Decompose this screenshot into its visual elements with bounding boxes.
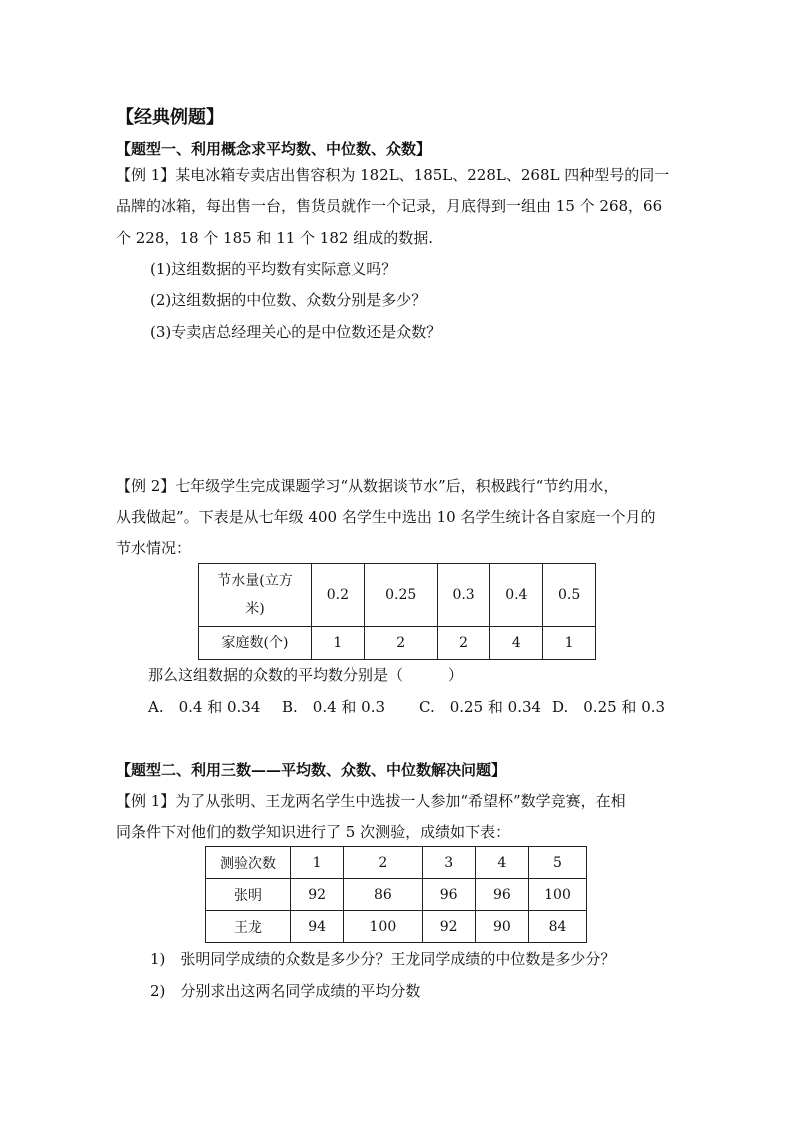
- table-cell: 2: [437, 627, 490, 660]
- table-row: [199, 627, 596, 660]
- table-cell: 0.25: [364, 564, 437, 627]
- table-cell: 0.5: [543, 564, 596, 627]
- type2-question-1: 1) 张明同学成绩的众数是多少分？王龙同学成绩的中位数是多少分？: [150, 950, 616, 968]
- ex1-question-1: (1)这组数据的平均数有实际意义吗？: [150, 260, 397, 278]
- type1-heading: 【题型一、利用概念求平均数、中位数、众数】: [116, 140, 432, 158]
- type2-ex1-text-line-1: 【例 1】为了从张明、王龙两名学生中选拔一人参加“希望杯”数学竞赛，在相: [116, 792, 626, 810]
- table-cell: 92: [422, 911, 475, 943]
- table-cell: 1: [312, 627, 365, 660]
- table-cell: 1: [543, 627, 596, 660]
- table-cell: 92: [291, 879, 344, 911]
- ex2-text-line-1: 【例 2】七年级学生完成课题学习“从数据谈节水”后，积极践行“节约用水，: [116, 477, 619, 495]
- table-cell: 86: [344, 879, 422, 911]
- table-row: [206, 879, 587, 911]
- table-cell: 100: [344, 911, 422, 943]
- ex2-options: [148, 697, 708, 717]
- header-text-part-2: 米): [245, 601, 265, 617]
- table-cell: 96: [422, 879, 475, 911]
- table-cell: 王龙: [206, 911, 291, 943]
- ex1-text-line-3: 个 228，18 个 185 和 11 个 182 组成的数据.: [116, 229, 433, 247]
- ex1-text-line-1: 【例 1】某电冰箱专卖店出售容积为 182L、185L、228L、268L 四种型号的同一: [116, 166, 670, 184]
- option-d: D. 0.25 和 0.3: [552, 698, 666, 716]
- ex2-question: 那么这组数据的众数的平均数分别是（ ）: [148, 666, 464, 684]
- table-header-cell: 家庭数(个): [199, 627, 312, 660]
- table-cell: 4: [490, 627, 543, 660]
- table-cell: 100: [529, 879, 587, 911]
- ex2-text-line-3: 节水情况：: [116, 539, 192, 557]
- table-header-cell: 1: [291, 847, 344, 879]
- header-text-part-1: 节水量(立方: [217, 573, 293, 589]
- ex1-text-line-2: 品牌的冰箱，每出售一台，售货员就作一个记录，月底得到一组由 15 个 268，66: [116, 197, 663, 215]
- table-header-cell: [199, 564, 312, 627]
- option-a: A. 0.4 和 0.34: [148, 698, 261, 716]
- table-row: [206, 911, 587, 943]
- test-scores-table: [205, 846, 587, 943]
- table-cell: 0.2: [312, 564, 365, 627]
- type2-question-2: 2) 分别求出这两名同学成绩的平均分数: [150, 982, 421, 1000]
- ex1-question-3: (3)专卖店总经理关心的是中位数还是众数？: [150, 323, 442, 341]
- table-row: [206, 847, 587, 879]
- table-cell: 84: [529, 911, 587, 943]
- table-header-cell: 测验次数: [206, 847, 291, 879]
- table-cell: 张明: [206, 879, 291, 911]
- type2-heading: 【题型二、利用三数——平均数、众数、中位数解决问题】: [116, 761, 507, 779]
- water-saving-table: [198, 563, 596, 660]
- table-cell: 94: [291, 911, 344, 943]
- table-cell: 96: [475, 879, 528, 911]
- type2-ex1-text-line-2: 同条件下对他们的数学知识进行了 5 次测验，成绩如下表：: [116, 823, 511, 841]
- option-b: B. 0.4 和 0.3: [282, 698, 386, 716]
- table-row: [199, 564, 596, 627]
- table-cell: 0.4: [490, 564, 543, 627]
- ex2-text-line-2: 从我做起”。下表是从七年级 400 名学生中选出 10 名学生统计各自家庭一个月的: [116, 508, 656, 526]
- option-c: C. 0.25 和 0.34: [419, 698, 542, 716]
- table-cell: 90: [475, 911, 528, 943]
- table-cell: 0.3: [437, 564, 490, 627]
- table-header-cell: 2: [344, 847, 422, 879]
- table-header-cell: 3: [422, 847, 475, 879]
- table-cell: 2: [364, 627, 437, 660]
- section-title: 【经典例题】: [116, 107, 224, 128]
- ex1-question-2: (2)这组数据的中位数、众数分别是多少？: [150, 291, 427, 309]
- table-header-cell: 5: [529, 847, 587, 879]
- table-header-cell: 4: [475, 847, 528, 879]
